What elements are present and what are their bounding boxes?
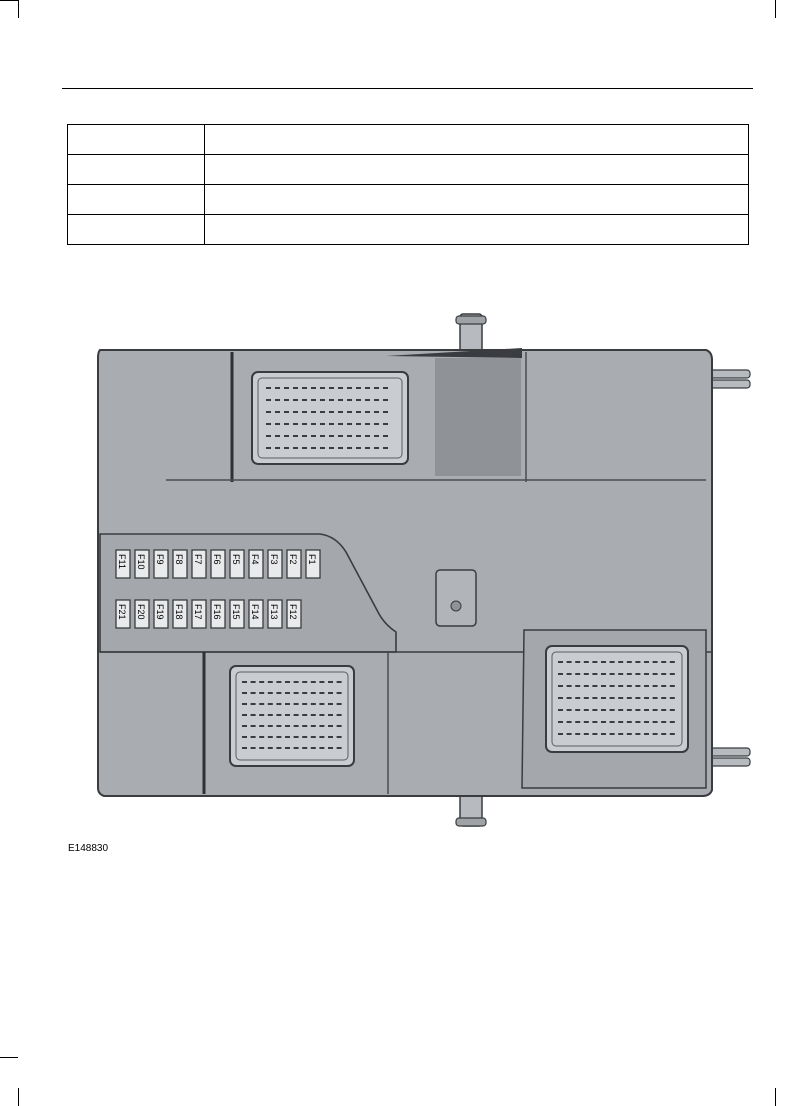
fuse-label: F5 xyxy=(231,554,241,565)
fuse-f20 xyxy=(135,600,149,628)
table-row xyxy=(68,155,749,185)
fuse-label: F12 xyxy=(288,604,298,620)
header-rule xyxy=(62,88,753,89)
crop-mark xyxy=(0,1057,18,1058)
fuse-f16 xyxy=(211,600,225,628)
fuse-box-illustration xyxy=(86,312,758,832)
fuse-label: F6 xyxy=(212,554,222,565)
fuse-label: F11 xyxy=(117,554,127,569)
fuse-label: F4 xyxy=(250,554,260,565)
fuse-label: F20 xyxy=(136,604,146,620)
table-row xyxy=(68,125,749,155)
table-cell xyxy=(205,185,749,215)
fuse-f15 xyxy=(230,600,244,628)
fuse-f1 xyxy=(306,550,320,578)
fuse-f13 xyxy=(268,600,282,628)
fuse-label: F19 xyxy=(155,604,165,620)
crop-mark xyxy=(18,0,19,18)
fuse-label: F15 xyxy=(231,604,241,620)
fuse-f21 xyxy=(116,600,130,628)
table-cell xyxy=(68,125,205,155)
fuse-label: F13 xyxy=(269,604,279,620)
fuse-label: F16 xyxy=(212,604,222,620)
bottom-left-connector xyxy=(230,666,354,766)
fuse-label: F8 xyxy=(174,554,184,565)
fuse-label: F2 xyxy=(288,554,298,565)
fuse-f10 xyxy=(135,550,149,578)
table-cell xyxy=(205,155,749,185)
fuse-f5 xyxy=(230,550,244,578)
crop-mark xyxy=(0,0,18,1)
fuse-label: F17 xyxy=(193,604,203,620)
table-cell xyxy=(205,215,749,245)
fuse-f3 xyxy=(268,550,282,578)
fuse-f17 xyxy=(192,600,206,628)
fuse-label: F3 xyxy=(269,554,279,565)
crop-mark xyxy=(18,1088,19,1106)
fuse-label: F9 xyxy=(155,554,165,565)
fuse-f14 xyxy=(249,600,263,628)
fuse-table xyxy=(67,124,749,245)
table-row xyxy=(68,215,749,245)
fuse-f8 xyxy=(173,550,187,578)
fuse-f18 xyxy=(173,600,187,628)
top-connector xyxy=(252,372,408,464)
fuse-f19 xyxy=(154,600,168,628)
fuse-label: F18 xyxy=(174,604,184,620)
table-cell xyxy=(68,155,205,185)
fuse-f9 xyxy=(154,550,168,578)
fuse-f11 xyxy=(116,550,130,578)
fuse-f6 xyxy=(211,550,225,578)
figure-caption: E148830 xyxy=(68,843,109,854)
crop-mark xyxy=(775,0,776,18)
fuse-f7 xyxy=(192,550,206,578)
table-row xyxy=(68,185,749,215)
table-cell xyxy=(68,215,205,245)
table-cell xyxy=(68,185,205,215)
table-cell xyxy=(205,125,749,155)
fuse-label: F7 xyxy=(193,554,203,565)
fuse-label: F1 xyxy=(307,554,317,565)
fuse-label: F10 xyxy=(136,554,146,570)
fuse-label: F21 xyxy=(117,604,127,620)
fuse-f12 xyxy=(287,600,301,628)
fuse-label: F14 xyxy=(250,604,260,620)
crop-mark xyxy=(775,1088,776,1106)
fuse-f2 xyxy=(287,550,301,578)
fuse-f4 xyxy=(249,550,263,578)
